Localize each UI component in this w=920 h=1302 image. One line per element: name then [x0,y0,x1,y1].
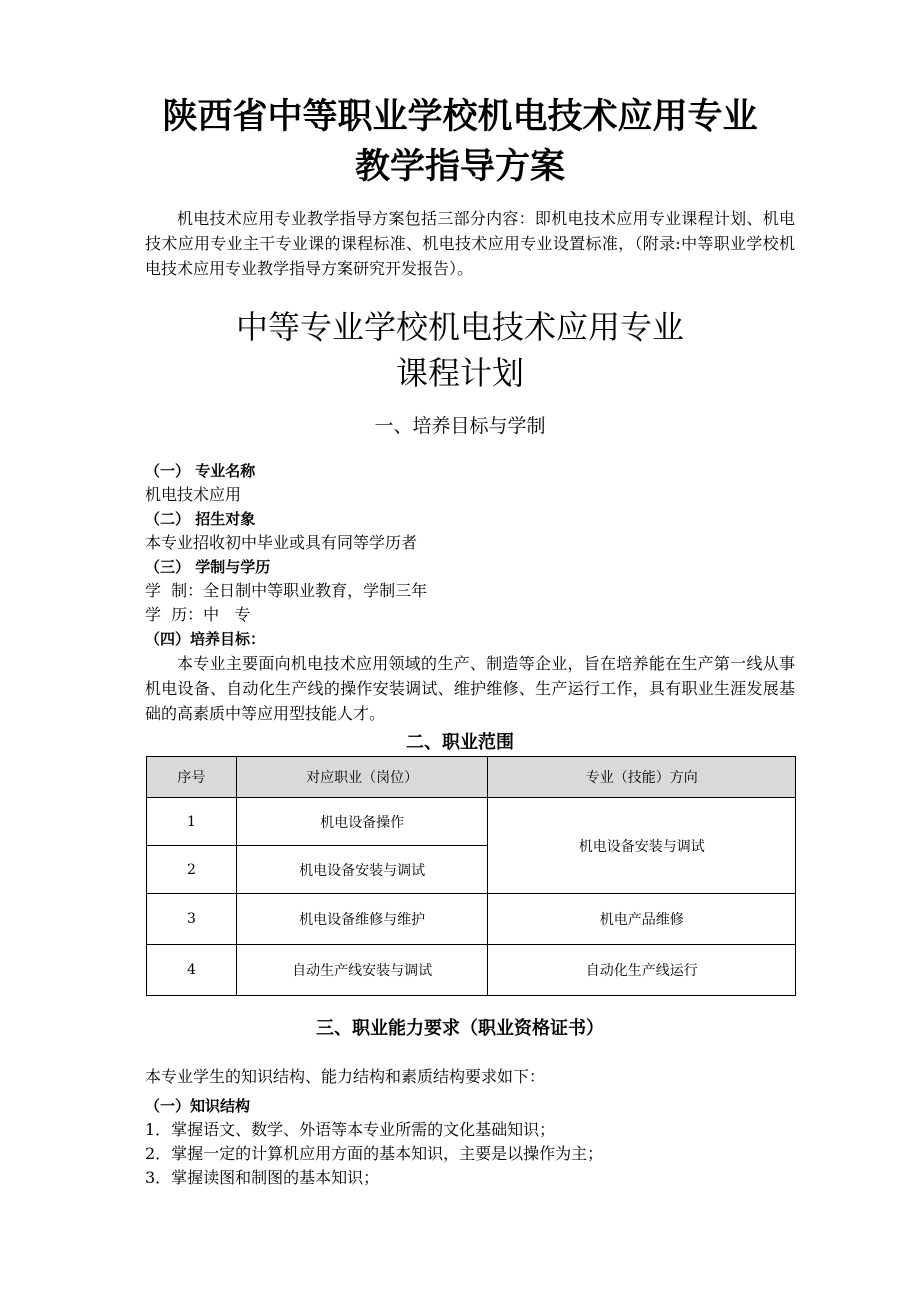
enrollment-value: 本专业招收初中毕业或具有同等学历者 [145,533,418,552]
goal-heading: （四）培养目标： [145,630,266,648]
system-line-1: 学 制：全日制中等职业教育，学制三年 [145,581,428,600]
intro-text: 机电技术应用专业教学指导方案包括三部分内容：即机电技术应用专业课程计划、机电技术应用专业主干专业课的课程标准、机电技术应用专业设置标准，（附录:中等职业学校机电技术应用专业教学指导方案研究开发报告）。 [145,209,795,278]
row-num: 4 [147,945,237,996]
row-direction: 自动化生产线运行 [488,945,796,996]
header-job: 对应职业（岗位） [236,757,488,798]
document-title-line1: 陕西省中等职业学校机电技术应用专业 [162,97,758,137]
list-item: 3．掌握读图和制图的基本知识； [145,1168,380,1187]
major-name-heading: （一） 专业名称 [145,462,256,480]
career-table [146,756,796,996]
table-header-row [147,757,796,798]
section3-intro: 本专业学生的知识结构、能力结构和素质结构要求如下： [145,1067,546,1086]
table-row [147,945,796,996]
row-direction: 机电设备安装与调试 [488,798,796,894]
row-job: 机电设备操作 [236,798,488,846]
section3-heading: 三、职业能力要求（职业资格证书） [316,1018,604,1039]
major-name-value: 机电技术应用 [145,485,242,504]
enrollment-heading: （二） 招生对象 [145,510,256,528]
list-item: 2．掌握一定的计算机应用方面的基本知识，主要是以操作为主； [145,1144,604,1163]
row-job: 机电设备维修与维护 [236,894,488,945]
section1-heading: 一、培养目标与学制 [374,415,546,437]
row-job: 自动生产线安装与调试 [236,945,488,996]
row-num: 2 [147,846,237,894]
document-title-line2: 教学指导方案 [354,147,565,187]
section3-body [145,1064,795,1190]
curriculum-title-line1: 中等专业学校机电技术应用专业 [235,308,684,346]
header-num: 序号 [147,757,237,798]
curriculum-title-line2: 课程计划 [395,354,524,392]
section1-body [145,459,795,726]
system-line-2: 学 历：中 专 [145,605,251,624]
header-direction: 专业（技能）方向 [488,757,796,798]
row-num: 1 [147,798,237,846]
intro-paragraph [145,206,795,281]
list-item: 1．掌握语文、数学、外语等本专业所需的文化基础知识； [145,1120,556,1139]
row-direction: 机电产品维修 [488,894,796,945]
table-row [147,798,796,846]
section2-heading: 二、职业范围 [406,732,514,753]
system-heading: （三） 学制与学历 [145,558,271,576]
table-row [147,894,796,945]
row-job: 机电设备安装与调试 [236,846,488,894]
row-num: 3 [147,894,237,945]
goal-text: 本专业主要面向机电技术应用领域的生产、制造等企业，旨在培养能在生产第一线从事机电设备、自动化生产线的操作安装调试、维护维修、生产运行工作，具有职业生涯发展基础的高素质中等应用型技能人才。 [145,654,795,723]
knowledge-heading: （一）知识结构 [145,1097,251,1115]
